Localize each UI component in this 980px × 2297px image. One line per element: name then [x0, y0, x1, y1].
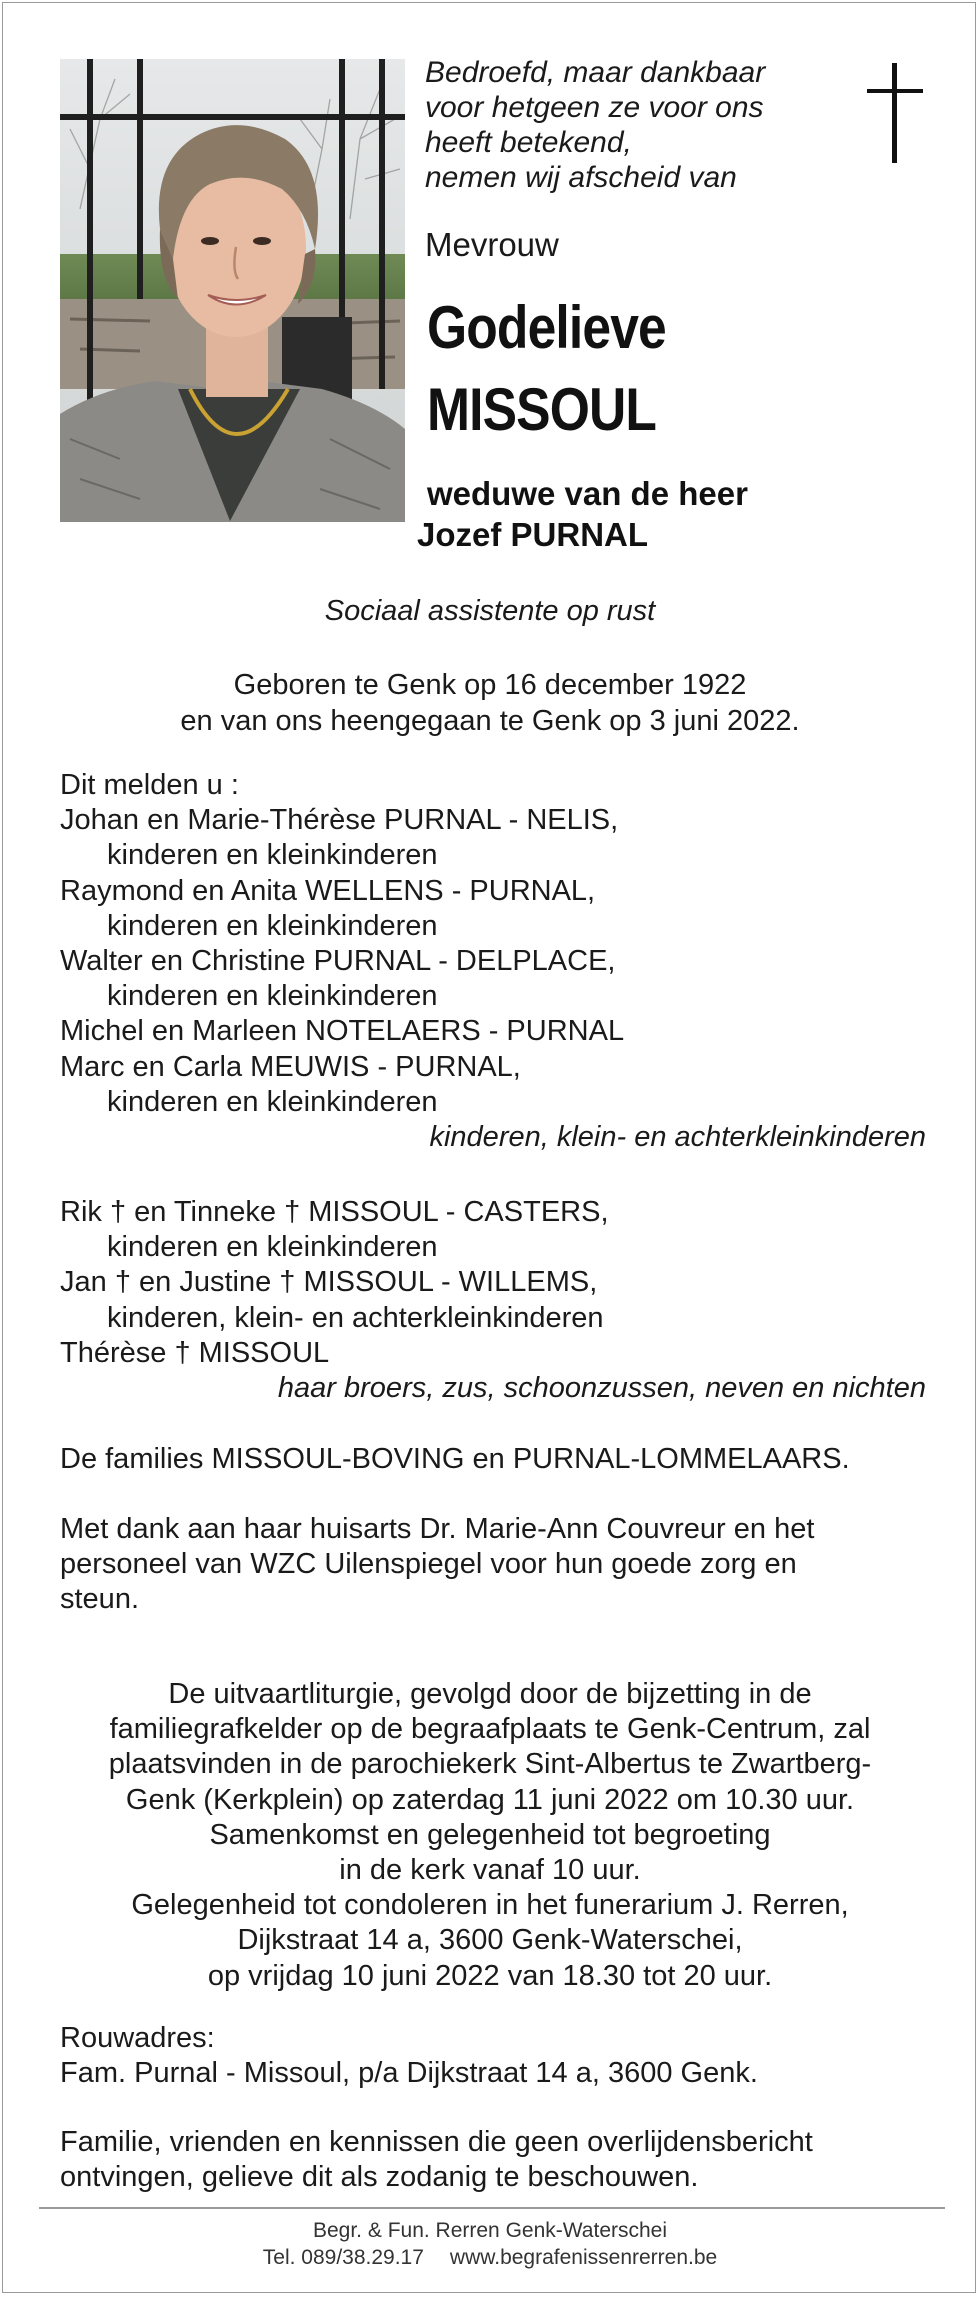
funeral-line: De uitvaartliturgie, gevolgd door de bijzetting in de [168, 1678, 812, 1710]
family-line: Marc en Carla MEUWIS - PURNAL, [60, 1050, 521, 1083]
family-subline: kinderen en kleinkinderen [107, 1231, 438, 1264]
family-line: Raymond en Anita WELLENS - PURNAL, [60, 874, 596, 907]
thanks-line: personeel van WZC Uilenspiegel voor hun goede zorg en [60, 1548, 797, 1581]
funeral-details [3, 1677, 977, 1994]
family-line: Michel en Marleen NOTELAERS - PURNAL [60, 1015, 625, 1048]
funeral-line: in de kerk vanaf 10 uur. [339, 1854, 641, 1887]
footer [3, 2217, 977, 2271]
family-line: Thérèse † MISSOUL [60, 1336, 330, 1369]
funeral-line: familiegrafkelder op de begraafplaats te Genk-Centrum, zal [109, 1713, 871, 1746]
funeral-home-phone: Tel. 089/38.29.17 [262, 2246, 424, 2269]
notice-line: Familie, vrienden en kennissen die geen overlijdensbericht [60, 2126, 813, 2158]
family-subline: kinderen, klein- en achterkleinkinderen [107, 1301, 604, 1334]
funeral-line: plaatsvinden in de parochiekerk Sint-Albertus te Zwartberg- [108, 1748, 872, 1781]
deceased-last-name: MISSOUL [427, 376, 657, 443]
family-line: Walter en Christine PURNAL - DELPLACE, [60, 945, 616, 978]
thanks-line: Met dank aan haar huisarts Dr. Marie-Ann Couvreur en het [60, 1513, 815, 1545]
portrait-photo [60, 59, 405, 522]
funeral-line: op vrijdag 10 juni 2022 van 18.30 tot 20 uur. [207, 1959, 773, 1992]
occupation: Sociaal assistente op rust [324, 595, 656, 627]
notice-line: ontvingen, gelieve dit als zodanig te beschouwen. [60, 2161, 699, 2194]
obituary-card [2, 2, 976, 2293]
notice-section [60, 2125, 926, 2195]
deceased-first-name: Godelieve [427, 294, 666, 361]
family-subline: kinderen en kleinkinderen [107, 909, 438, 942]
footer-divider [39, 2207, 945, 2209]
honorific: Mevrouw [425, 226, 559, 263]
siblings-section [60, 1195, 926, 1406]
spouse-name: Jozef PURNAL [417, 516, 649, 553]
birth-death-dates: Geboren te Genk op 16 december 1922 en van ons heengegaan te Genk op 3 juni 2022. [180, 669, 800, 737]
family-line: Johan en Marie-Thérèse PURNAL - NELIS, [60, 804, 619, 837]
cross-icon [867, 63, 923, 163]
portrait-illustration [60, 59, 405, 522]
funeral-home-website[interactable]: www.begrafenissenrerren.be [449, 2246, 718, 2269]
mourning-address [60, 2021, 926, 2091]
families-line: De families MISSOUL-BOVING en PURNAL-LOMMELAARS. [60, 1443, 850, 1475]
family-subline: kinderen en kleinkinderen [107, 839, 438, 872]
intro-text: Bedroefd, maar dankbaar voor hetgeen ze voor ons heeft betekend, nemen wij afscheid van [425, 56, 766, 194]
funeral-home-name: Begr. & Fun. Rerren Genk-Waterschei [312, 2219, 668, 2242]
address-label: Rouwadres: [60, 2022, 215, 2054]
family-caption: haar broers, zus, schoonzussen, neven en nichten [277, 1372, 926, 1405]
widow-line: weduwe van de heer [427, 475, 748, 512]
family-header: Dit melden u : [60, 769, 239, 801]
family-subline: kinderen en kleinkinderen [107, 1085, 438, 1118]
address-value: Fam. Purnal - Missoul, p/a Dijkstraat 14 a, 3600 Genk. [60, 2057, 758, 2090]
funeral-line: Samenkomst en gelegenheid tot begroeting [209, 1818, 771, 1851]
family-subline: kinderen en kleinkinderen [107, 980, 438, 1013]
thanks-section [60, 1512, 926, 1618]
family-caption: kinderen, klein- en achterkleinkinderen [429, 1121, 926, 1154]
family-line: Rik † en Tinneke † MISSOUL - CASTERS, [60, 1196, 609, 1228]
funeral-line: Gelegenheid tot condoleren in het funerarium J. Rerren, [131, 1889, 849, 1922]
thanks-line: steun. [60, 1583, 139, 1616]
funeral-line: Genk (Kerkplein) op zaterdag 11 juni 2022 om 10.30 uur. [125, 1783, 855, 1816]
children-section [60, 768, 926, 1155]
funeral-line: Dijkstraat 14 a, 3600 Genk-Waterschei, [237, 1924, 743, 1957]
family-line: Jan † en Justine † MISSOUL - WILLEMS, [60, 1266, 598, 1299]
